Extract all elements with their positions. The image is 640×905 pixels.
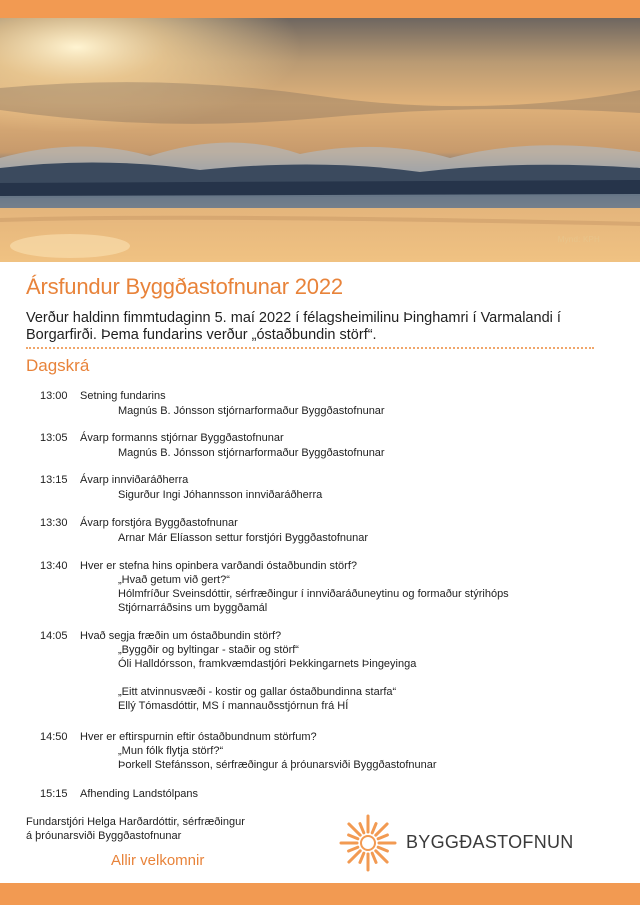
sun-ray [378, 847, 387, 851]
agenda-sub: Stjórnarráðsins um byggðamál [118, 602, 268, 614]
agenda-time: 13:15 [40, 474, 68, 486]
photo-credit: Mynd: KPH [557, 235, 600, 244]
sun-ray [349, 847, 358, 851]
sun-ray [372, 824, 376, 833]
agenda-head: Setning fundarins [80, 390, 166, 402]
agenda-head: Hver er stefna hins opinbera varðandi óstaðbundin störf? [80, 560, 358, 572]
dotted-divider [26, 347, 594, 349]
agenda-head: Hvað segja fræðin um óstaðbundin störf? [80, 630, 282, 642]
agenda-head: Ávarp formanns stjórnar Byggðastofnunar [80, 432, 284, 444]
top-accent-bar [0, 0, 640, 18]
header-photo [0, 18, 640, 262]
sun-ray [360, 824, 364, 833]
agenda-heading: Dagskrá [26, 356, 90, 375]
agenda-sub: Magnús B. Jónsson stjórnarformaður Byggðastofnunar [118, 405, 385, 417]
agenda-time: 14:50 [40, 731, 68, 743]
bottom-accent-bar [0, 883, 640, 905]
agenda-sub: Sigurður Ingi Jóhannsson innviðaráðherra [118, 489, 323, 501]
agenda-head: Afhending Landstólpans [80, 788, 199, 800]
agenda-time: 13:30 [40, 517, 68, 529]
agenda-sub: Þorkell Stefánsson, sérfræðingur á þróunarsviði Byggðastofnunar [118, 759, 437, 771]
meeting-chair [26, 816, 245, 843]
sun-ray [378, 835, 387, 839]
sunset-sea-image [0, 18, 640, 262]
agenda-sub: Arnar Már Elíasson settur forstjóri Byggðastofnunar [118, 532, 369, 544]
sun-rays-icon [341, 816, 395, 870]
agenda-sub: Magnús B. Jónsson stjórnarformaður Byggðastofnunar [118, 447, 385, 459]
sun-ray [360, 853, 364, 862]
page-title: Ársfundur Byggðastofnunar 2022 [26, 274, 343, 299]
chair-line: Fundarstjóri Helga Harðardóttir, sérfræðingur [26, 816, 245, 828]
sun-ray [349, 824, 360, 835]
sun-ray [349, 835, 358, 839]
agenda-sub: „Eitt atvinnusvæði - kostir og gallar óstaðbundinna starfa“ [118, 686, 397, 698]
sun-ray [376, 851, 387, 862]
welcome-text: Allir velkomnir [111, 852, 205, 869]
agenda-head: Hver er eftirspurnin eftir óstaðbundnum störfum? [80, 731, 317, 743]
sun-ray [372, 853, 376, 862]
sun-ray [349, 851, 360, 862]
logo-wordmark: BYGGÐASTOFNUN [406, 832, 574, 852]
agenda-sub: „Byggðir og byltingar - staðir og störf“ [118, 644, 299, 656]
agenda-sub: Ellý Tómasdóttir, MS í mannauðsstjórnun frá HÍ [118, 700, 349, 712]
agenda-sub: „Hvað getum við gert?“ [118, 574, 230, 586]
agenda-time: 14:05 [40, 630, 68, 642]
agenda-sub: Óli Halldórsson, framkvæmdastjóri Þekkingarnets Þingeyinga [118, 658, 417, 670]
agenda-head: Ávarp innviðaráðherra [80, 474, 189, 486]
agenda-time: 13:05 [40, 432, 68, 444]
agenda-sub: „Mun fólk flytja störf?“ [118, 745, 224, 757]
chair-line: á þróunarsviði Byggðastofnunar [26, 829, 182, 842]
agenda-time: 13:40 [40, 560, 68, 572]
intro-text: Verður haldinn fimmtudaginn 5. maí 2022 í félagsheimilinu Þinghamri í Varmalandi í Borgarfirði. Þema fundarins verður „óstaðbundin störf“. [26, 310, 561, 343]
agenda-sub: Hólmfríður Sveinsdóttir, sérfræðingur í innviðaráðuneytinu og formaður stýrihóps [118, 588, 509, 600]
sun-ray [376, 824, 387, 835]
agenda-time: 15:15 [40, 788, 68, 800]
agenda-time: 13:00 [40, 390, 68, 402]
agenda-head: Ávarp forstjóra Byggðastofnunar [80, 517, 238, 529]
